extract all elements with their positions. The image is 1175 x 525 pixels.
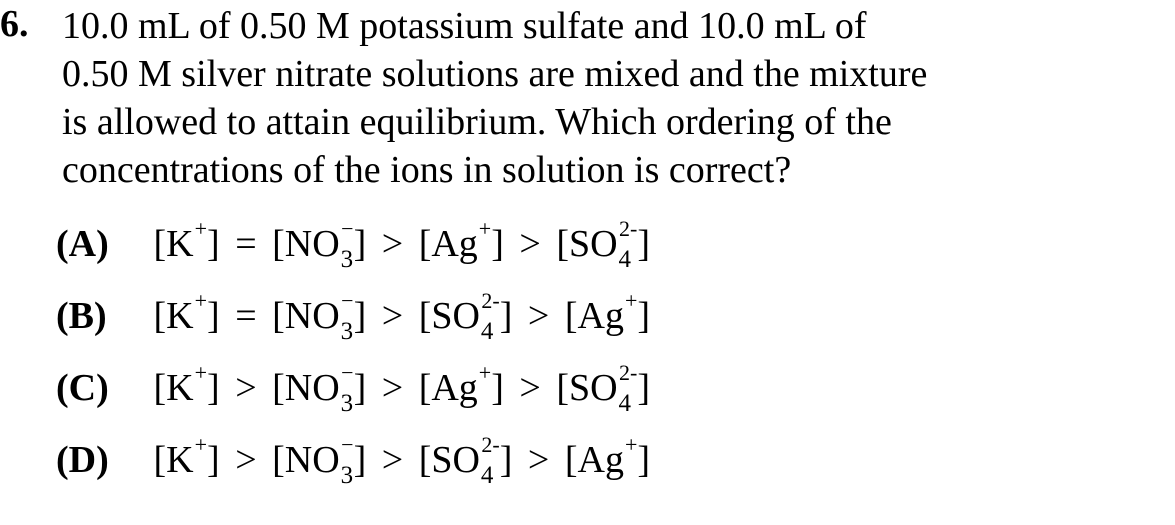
- ion-ag: [Ag+]: [418, 360, 504, 409]
- choice-letter: (B): [56, 295, 107, 337]
- ion-no3: $[NO_3^-]$: [272, 360, 367, 417]
- answer-choices: [56, 214, 650, 502]
- question-line: 0.50 M silver nitrate solutions are mixed and the mixture: [62, 53, 928, 95]
- ion-no3: $[NO_3^-]$: [272, 288, 367, 345]
- choice-letter: (C): [56, 367, 109, 409]
- question-line: 10.0 mL of 0.50 M potassium sulfate and 10.0 mL of: [62, 5, 867, 47]
- ion-k: [K+]: [153, 216, 220, 265]
- operator: =: [235, 295, 257, 337]
- operator: >: [519, 367, 541, 409]
- question-text: [62, 2, 1062, 194]
- ion-so4: $[SO_4^{2-}]$: [418, 288, 513, 345]
- ion-no3: $[NO_3^-]$: [272, 432, 367, 489]
- ion-k: [K+]: [153, 360, 220, 409]
- ion-k: [K+]: [153, 288, 220, 337]
- ion-no3: $[NO_3^-]$: [272, 216, 367, 273]
- operator: >: [381, 295, 404, 337]
- choice-c[interactable]: [56, 358, 650, 430]
- question-line: is allowed to attain equilibrium. Which ordering of the: [62, 101, 892, 143]
- ion-so4: $[SO_4^{2-}]$: [556, 216, 651, 273]
- ion-ag: [Ag+]: [564, 432, 651, 481]
- operator: >: [527, 439, 550, 481]
- choice-b[interactable]: [56, 286, 650, 358]
- choice-expression: [154, 286, 651, 351]
- ion-ag: [Ag+]: [418, 216, 504, 265]
- choice-letter: (A): [56, 223, 109, 265]
- ion-k: [K+]: [153, 432, 220, 481]
- operator: >: [381, 367, 404, 409]
- operator: >: [527, 295, 550, 337]
- choice-letter: (D): [56, 439, 109, 481]
- question-number: 6.: [0, 3, 29, 45]
- operator: >: [381, 223, 404, 265]
- choice-d[interactable]: [56, 430, 650, 502]
- operator: >: [235, 367, 257, 409]
- question-line: concentrations of the ions in solution is correct?: [62, 149, 792, 191]
- operator: >: [235, 439, 257, 481]
- choice-expression: [154, 430, 651, 495]
- ion-so4: $[SO_4^{2-}]$: [418, 432, 513, 489]
- choice-expression: [154, 358, 651, 423]
- choice-expression: [154, 214, 651, 279]
- operator: >: [519, 223, 541, 265]
- choice-a[interactable]: [56, 214, 650, 286]
- operator: =: [235, 223, 257, 265]
- ion-so4: $[SO_4^{2-}]$: [556, 360, 651, 417]
- operator: >: [381, 439, 404, 481]
- ion-ag: [Ag+]: [564, 288, 651, 337]
